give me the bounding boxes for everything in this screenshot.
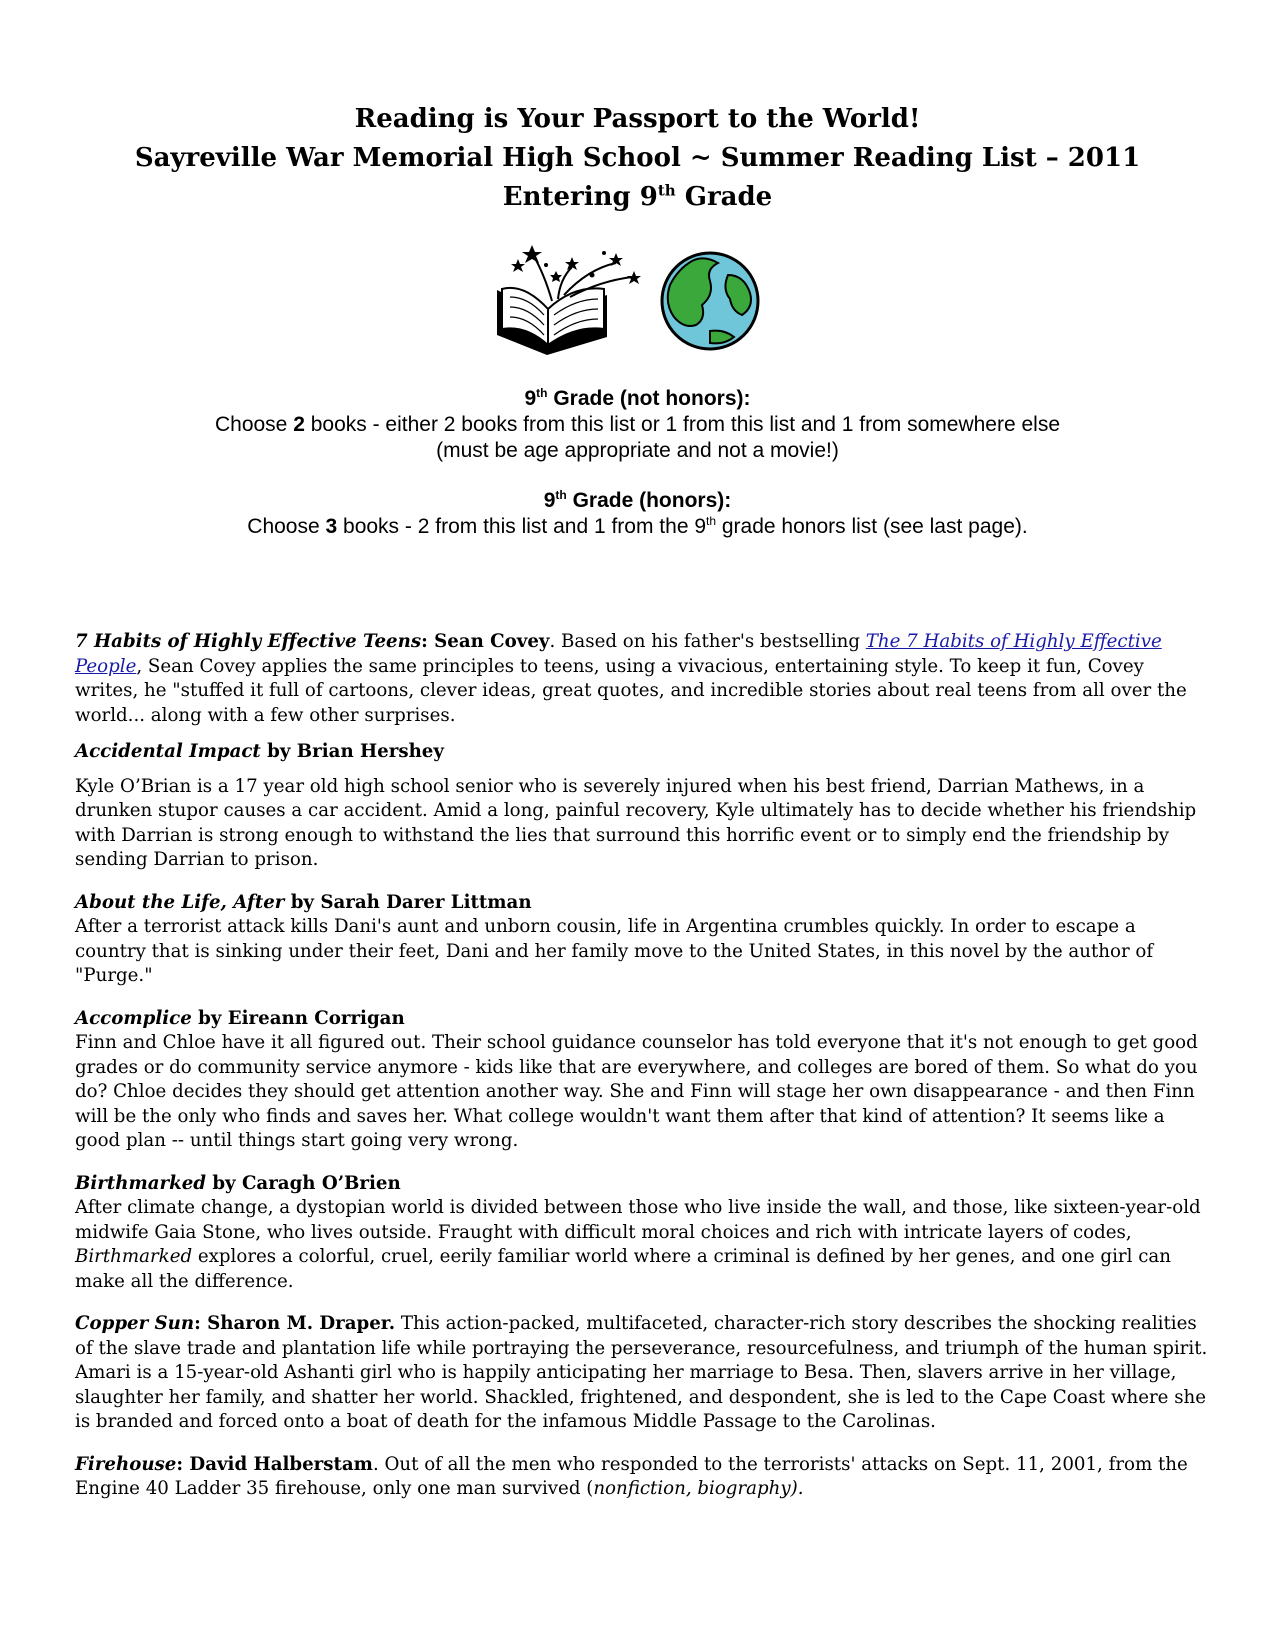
title-line-3: Entering 9th Grade: [502, 181, 773, 212]
book-title: Firehouse: [75, 1453, 177, 1475]
book-author: by Caragh O’Brien: [206, 1172, 401, 1194]
book-description: Finn and Chloe have it all figured out. Their school guidance counselor has told everyone that it's not enough to get good grades or do community service anymore - kids like that are everywhere, and colleges are bored of them. So what do you do? Chloe decides they should get attention another way. She and Finn will stage her own disappearance - and then Finn will be the only who finds and saves her. What college wouldn't want them after that kind of attention? It seems like a good plan -- until things start going very wrong.: [75, 1032, 1198, 1151]
open-book-with-stars-icon: [497, 245, 641, 355]
title-line-1: Reading is Your Passport to the World!: [354, 104, 921, 134]
book-entry-text: Copper Sun: Sharon M. Draper. This action-packed, multifaceted, character-rich story describes the shocking realities of the slave trade and plantation life while portraying the perseverance, resourcefulness, and triumph of the human spirit. Amari is a 15-year-old Ashanti girl who is happily anticipating her marriage to Besa. Then, slavers arrive in her village, slaughter her family, and shatter her world. Shackled, frightened, and despondent, she is led to the Cape Coast where she is branded and forced onto a boat of death for the infamous Middle Passage to the Carolinas.: [75, 1313, 1208, 1432]
book-description: , Sean Covey applies the same principles to teens, using a vivacious, entertaining style. To keep it fun, Covey writes, he "stuffed it full of cartoons, clever ideas, great quotes, and incredible stories about real teens from all over the world... along with a few other surprises.: [75, 655, 1187, 726]
book-entry-text: Firehouse: David Halberstam. Out of all the men who responded to the terrorists' attacks on Sept. 11, 2001, from the Engine 40 Ladder 35 firehouse, only one man survived (nonfiction, biography).: [75, 1453, 1188, 1499]
book-entry-text: 7 Habits of Highly Effective Teens: Sean Covey. Based on his father's bestselling The 7 Habits of Highly Effective People, Sean Covey applies the same principles to teens, using a vivacious, entertaining style. To keep it fun, Covey writes, he "stuffed it full of cartoons, clever ideas, great quotes, and incredible stories about real teens from all over the world... along with a few other surprises.: [75, 631, 1187, 726]
book-heading: [75, 740, 1210, 765]
document-title: [0, 100, 1275, 217]
book-title: 7 Habits of Highly Effective Teens: [75, 631, 422, 652]
not-honors-heading: 9th Grade (not honors):: [524, 386, 751, 410]
book-heading: [75, 1172, 1210, 1197]
book-entry: [75, 891, 1210, 989]
book-title: About the Life, After: [75, 891, 285, 913]
book-heading: [75, 1007, 1210, 1032]
passport-illustration: [492, 245, 772, 360]
book-author: Sharon M. Draper.: [207, 1313, 396, 1334]
book-link[interactable]: The 7 Habits of Highly Effective People: [75, 631, 1162, 677]
book-entry: [75, 740, 1210, 873]
book-author: David Halberstam: [189, 1453, 373, 1475]
honors-instructions: [0, 488, 1275, 540]
book-title: Accidental Impact: [75, 741, 261, 762]
not-honors-instructions: [0, 386, 1275, 464]
book-description: This action-packed, multifaceted, character-rich story describes the shocking realities of the slave trade and plantation life while portraying the perseverance, resourcefulness, and triumph of the human spirit. Amari is a 15-year-old Ashanti girl who is happily anticipating her marriage to Besa. Then, slavers arrive in her village, slaughter her family, and shatter her world. Shackled, frightened, and despondent, she is led to the Cape Coast where she is branded and forced onto a boat of death for the infamous Middle Passage to the Carolinas.: [75, 1313, 1208, 1432]
book-description: . Out of all the men who responded to the terrorists' attacks on Sept. 11, 2001, from the Engine 40 Ladder 35 firehouse, only one man survived (: [75, 1453, 1188, 1499]
honors-line-1: Choose 3 books - 2 from this list and 1 from the 9th grade honors list (see last page).: [247, 514, 1028, 538]
book-entry: [75, 1172, 1210, 1295]
book-author: by Sarah Darer Littman: [284, 891, 532, 913]
book-title: Copper Sun: [75, 1313, 195, 1334]
book-entry: [75, 1453, 1210, 1502]
book-entry: [75, 630, 1210, 728]
book-title: Birthmarked: [75, 1172, 206, 1194]
globe-icon: [662, 253, 758, 349]
book-description: After a terrorist attack kills Dani's aunt and unborn cousin, life in Argentina crumbles quickly. In order to escape a country that is sinking under their feet, Dani and her family move to the United States, in this novel by the author of "Purge.": [75, 916, 1154, 986]
book-description: After climate change, a dystopian world is divided between those who live inside the wall, and those, like sixteen-year-old midwife Gaia Stone, who lives outside. Fraught with difficult moral choices and rich with intricate layers of codes, Birthmarked explores a colorful, cruel, eerily familiar world where a criminal is defined by her genes, and one girl can make all the difference.: [75, 1197, 1201, 1292]
book-author: by Brian Hershey: [260, 741, 444, 762]
book-entry: [75, 1007, 1210, 1154]
not-honors-line-2: (must be age appropriate and not a movie!): [436, 439, 839, 462]
book-author: Sean Covey: [434, 631, 550, 652]
honors-heading: 9th Grade (honors):: [543, 488, 732, 512]
not-honors-line-1: Choose 2 books - either 2 books from this list or 1 from this list and 1 from somewhere else: [214, 413, 1061, 436]
book-description: Kyle O’Brian is a 17 year old high school senior who is severely injured when his best friend, Darrian Mathews, in a drunken stupor causes a car accident. Amid a long, painful recovery, Kyle ultimately has to decide whether his friendship with Darrian is strong enough to withstand the lies that surround this horrific event or to simply end the friendship by sending Darrian to prison.: [75, 775, 1197, 870]
book-list: [75, 630, 1210, 1520]
book-heading: [75, 891, 1210, 916]
book-title: Accomplice: [75, 1007, 192, 1029]
book-author: by Eireann Corrigan: [191, 1007, 405, 1029]
title-line-2: Sayreville War Memorial High School ~ Summer Reading List – 2011: [134, 143, 1141, 173]
book-entry: [75, 1312, 1210, 1435]
